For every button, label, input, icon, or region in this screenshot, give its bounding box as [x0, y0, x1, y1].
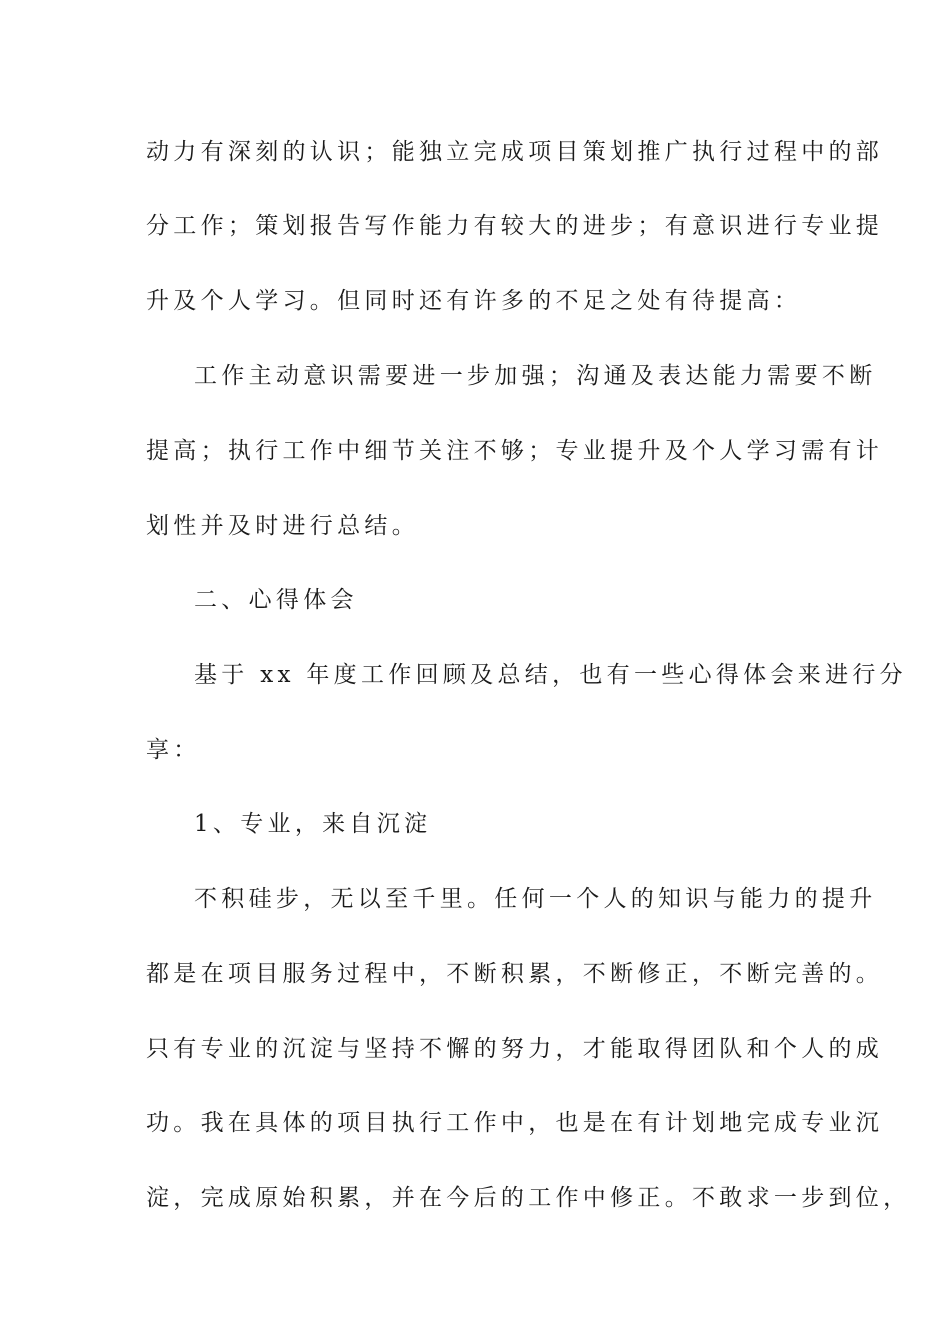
paragraph-first-line: 不积硅步，无以至千里。任何一个人的知识与能力的提升 — [194, 886, 877, 912]
text-line: 只有专业的沉淀与坚持不懈的努力，才能取得团队和个人的成 — [146, 1036, 884, 1062]
text-line: 升及个人学习。但同时还有许多的不足之处有待提高： — [146, 288, 802, 314]
subsection-heading: 1、专业，来自沉淀 — [194, 811, 432, 837]
text-line: 享： — [146, 737, 201, 763]
text-line: 都是在项目服务过程中，不断积累，不断修正，不断完善的。 — [146, 961, 884, 987]
section-heading: 二、心得体会 — [194, 587, 358, 613]
text-line: 分工作；策划报告写作能力有较大的进步；有意识进行专业提 — [146, 213, 884, 239]
text-line: 功。我在具体的项目执行工作中，也是在有计划地完成专业沉 — [146, 1110, 884, 1136]
text-line: 划性并及时进行总结。 — [146, 513, 419, 539]
text-line: 淀，完成原始积累，并在今后的工作中修正。不敢求一步到位， — [146, 1185, 911, 1211]
text-line: 提高；执行工作中细节关注不够；专业提升及个人学习需有计 — [146, 438, 884, 464]
text-line: 动力有深刻的认识；能独立完成项目策划推广执行过程中的部 — [146, 139, 884, 165]
paragraph-first-line: 工作主动意识需要进一步加强；沟通及表达能力需要不断 — [194, 363, 877, 389]
paragraph-first-line: 基于 xx 年度工作回顾及总结，也有一些心得体会来进行分 — [194, 662, 907, 688]
